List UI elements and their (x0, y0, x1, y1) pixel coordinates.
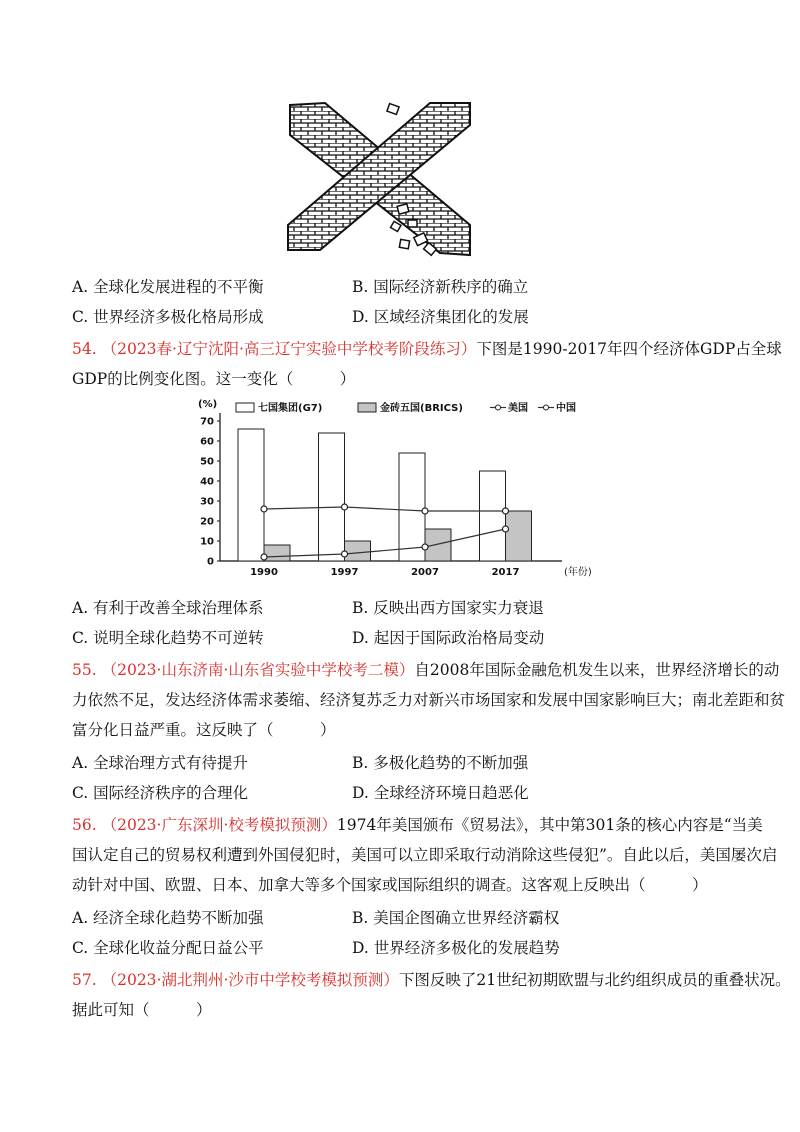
legend-marker-china (544, 405, 549, 410)
option-b: B. 多极化趋势的不断加强 (352, 754, 529, 772)
question-stem: 下图是1990-2017年四个经济体GDP占全球 (476, 340, 782, 358)
option-b: B. 美国企图确立世界经济霸权 (352, 909, 560, 927)
legend-label-brics: 金砖五国(BRICS) (380, 403, 463, 414)
y-tick-label: 60 (200, 436, 214, 448)
point-china (261, 554, 267, 560)
question-56-line2: 国认定自己的贸易权利遭到外国侵犯时，美国可以立即采取行动消除这些侵犯”。自此以后，美国屡次启 (72, 846, 778, 864)
question-56-line1 (72, 815, 763, 835)
option-d: D. 起因于国际政治格局变动 (352, 629, 545, 647)
y-tick-label: 30 (200, 496, 214, 508)
bar-g7 (238, 429, 264, 561)
bar-brics (425, 529, 451, 561)
legend-label-usa: 美国 (508, 403, 528, 414)
bar-brics (264, 545, 290, 561)
question-54-line2: GDP的比例变化图。这一变化（ ） (72, 370, 356, 388)
question-stem: 下图反映了21世纪初期欧盟与北约组织成员的重叠状况。 (398, 971, 791, 989)
option-a: A. 经济全球化趋势不断加强 (72, 909, 264, 927)
question-stem: 自2008年国际金融危机发生以来，世界经济增长的动 (414, 661, 780, 679)
bar-g7 (399, 453, 425, 561)
x-tick-label: 2017 (491, 567, 520, 578)
option-d: D. 世界经济多极化的发展趋势 (352, 939, 560, 957)
question-number: 57. (72, 971, 97, 989)
option-c: C. 说明全球化趋势不可逆转 (72, 629, 264, 647)
option-a: A. 有利于改善全球治理体系 (72, 599, 264, 617)
x-tick-label: 1990 (250, 567, 278, 578)
question-55-line3: 富分化日益严重。这反映了（ ） (72, 721, 336, 739)
y-tick-label: 70 (200, 416, 214, 428)
question-source: （2023·湖北荆州·沙市中学校考模拟预测） (101, 971, 399, 989)
legend-swatch-g7 (236, 403, 254, 412)
question-57-line2: 据此可知（ ） (72, 1001, 212, 1019)
legend-label-china: 中国 (556, 403, 576, 414)
question-57-line1 (72, 970, 791, 990)
point-china (422, 544, 428, 550)
question-55-line1 (72, 660, 779, 680)
option-c: C. 全球化收益分配日益公平 (72, 939, 264, 957)
option-c: C. 国际经济秩序的合理化 (72, 784, 249, 802)
y-tick-label: 20 (200, 516, 214, 528)
question-number: 54. (72, 340, 97, 358)
series-line-usa (264, 507, 506, 511)
point-usa (261, 506, 267, 512)
y-tick-label: 10 (200, 536, 214, 548)
legend-swatch-brics (358, 403, 376, 412)
question-number: 55. (72, 661, 97, 679)
x-tick-label: 2007 (411, 567, 439, 578)
bar-g7 (480, 471, 506, 561)
point-usa (422, 508, 428, 514)
option-d: D. 区域经济集团化的发展 (352, 308, 529, 326)
option-d: D. 全球经济环境日趋恶化 (352, 784, 529, 802)
x-axis-unit: (年份) (564, 567, 592, 578)
point-china (503, 526, 509, 532)
legend-label-g7: 七国集团(G7) (258, 403, 323, 414)
question-stem: 1974年美国颁布《贸易法》，其中第301条的核心内容是“当美 (336, 816, 763, 834)
question-source: （2023·山东济南·山东省实验中学校考二模） (101, 661, 415, 679)
question-source: （2023春·辽宁沈阳·高三辽宁实验中学校考阶段练习） (101, 340, 477, 358)
point-usa (503, 508, 509, 514)
question-source: （2023·广东深圳·校考模拟预测） (101, 816, 337, 834)
option-a: A. 全球治理方式有待提升 (72, 754, 249, 772)
option-b: B. 国际经济新秩序的确立 (352, 278, 529, 296)
series-line-china (264, 529, 506, 557)
option-c: C. 世界经济多极化格局形成 (72, 308, 264, 326)
question-number: 56. (72, 816, 97, 834)
question-54-line1 (72, 339, 782, 359)
option-b: B. 反映出西方国家实力衰退 (352, 599, 544, 617)
point-usa (342, 504, 348, 510)
y-axis-unit: (%) (198, 399, 218, 410)
bar-g7 (319, 433, 345, 561)
bar-brics (345, 541, 371, 561)
y-tick-label: 0 (207, 556, 214, 568)
question-55-line2: 力依然不足，发达经济体需求萎缩、经济复苏乏力对新兴市场国家和发展中国家影响巨大；南北差距和贫 (72, 691, 786, 709)
x-tick-label: 1997 (330, 567, 359, 578)
y-tick-label: 50 (200, 456, 214, 468)
y-tick-label: 40 (200, 476, 214, 488)
point-china (342, 551, 348, 557)
option-a: A. 全球化发展进程的不平衡 (72, 278, 264, 296)
legend-marker-usa (496, 405, 501, 410)
crossing-walls-illustration (280, 95, 480, 265)
bar-brics (506, 511, 532, 561)
gdp-share-chart (190, 395, 620, 580)
question-56-line3: 动针对中国、欧盟、日本、加拿大等多个国家或国际组织的调查。这客观上反映出（ ） (72, 876, 708, 894)
